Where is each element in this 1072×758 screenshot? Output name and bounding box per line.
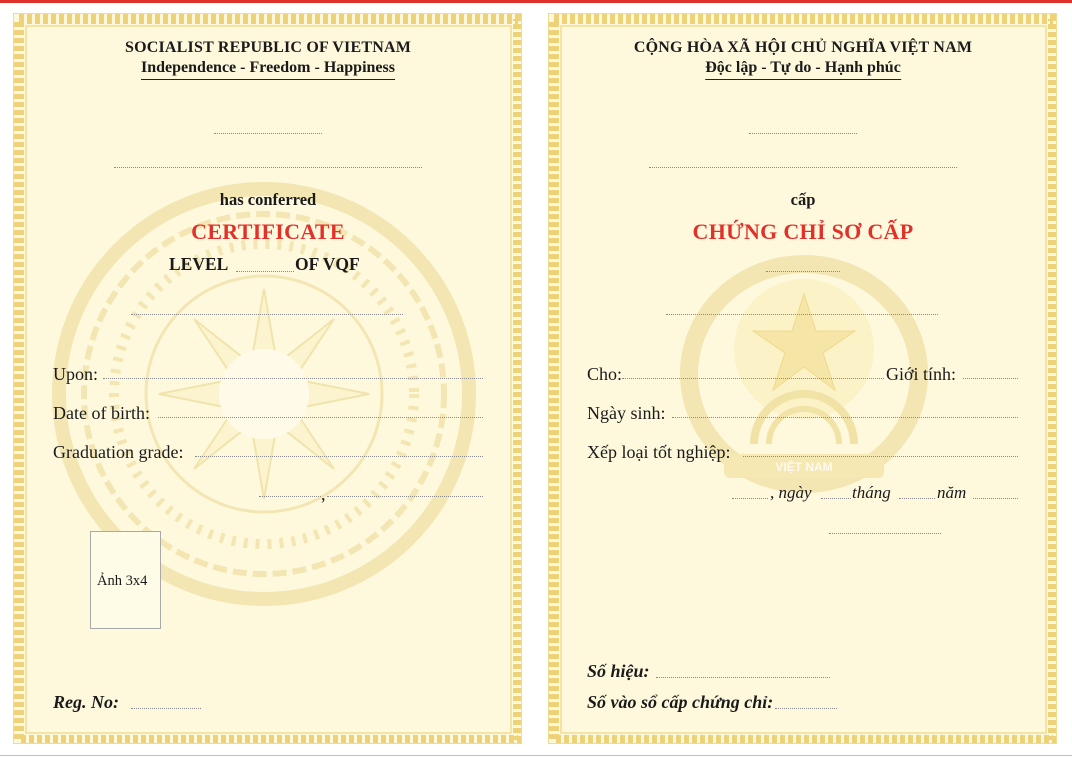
- serial-label: Số hiệu:: [587, 661, 650, 681]
- cho-label: Cho:: [587, 364, 623, 384]
- date-place-line: [732, 498, 768, 499]
- cho-line: [622, 378, 884, 379]
- serial-line: [656, 677, 830, 678]
- dob-line: [672, 417, 1018, 418]
- date-year-line: [973, 498, 1018, 499]
- upon-line: [103, 378, 483, 379]
- date-day-line: [821, 498, 851, 499]
- conferred-text: has conferred: [219, 190, 317, 209]
- date-line: [327, 496, 483, 497]
- date-comma: ,: [321, 484, 326, 504]
- issuer-line-1: [749, 133, 857, 134]
- grade-label: Xếp loại tốt nghiệp:: [587, 442, 731, 462]
- issuer-line-2: [114, 167, 422, 168]
- date-day-label: , ngày: [770, 483, 812, 502]
- date-month-label: tháng: [852, 483, 891, 502]
- header-motto: Độc lập - Tự do - Hạnh phúc: [705, 59, 901, 80]
- gender-label: Giới tính:: [886, 364, 957, 384]
- issuer-line-1: [214, 133, 322, 134]
- major-line: [131, 314, 403, 315]
- date-place-line: [259, 496, 321, 497]
- header-motto: Independence - Freedom - Happiness: [141, 59, 395, 80]
- grade-line: [743, 456, 1018, 457]
- grade-label: Graduation grade:: [53, 442, 184, 462]
- issuer-line-2: [649, 167, 957, 168]
- reg-no-line: [131, 708, 201, 709]
- conferred-text: cấp: [790, 190, 816, 209]
- level-line: [236, 271, 294, 272]
- level-label: LEVEL: [169, 254, 229, 274]
- date-month-line: [899, 498, 935, 499]
- reg-no-label: Reg. No:: [53, 692, 119, 712]
- signer-title-line: [829, 533, 941, 534]
- grade-line: [195, 456, 483, 457]
- certificate-title: CHỨNG CHỈ SƠ CẤP: [692, 219, 914, 244]
- bottom-accent-line: [0, 755, 1072, 756]
- header-country: CỘNG HÒA XÃ HỘI CHỦ NGHĨA VIỆT NAM: [633, 39, 973, 56]
- certificate-title: CERTIFICATE: [191, 219, 345, 244]
- gender-line: [963, 378, 1018, 379]
- svg-text:VIỆT NAM: VIỆT NAM: [775, 460, 833, 474]
- date-year-label: năm: [937, 483, 967, 502]
- dob-line: [158, 417, 483, 418]
- dob-label: Date of birth:: [53, 403, 150, 423]
- major-line: [666, 314, 938, 315]
- top-accent-line: [0, 0, 1072, 3]
- photo-placeholder: [90, 531, 161, 629]
- upon-label: Upon:: [53, 364, 98, 384]
- level-suffix: OF VQF: [295, 254, 360, 274]
- header-country: SOCIALIST REPUBLIC OF VIETNAM: [124, 39, 412, 56]
- certificate-page-vietnamese: [548, 13, 1057, 744]
- dob-label: Ngày sinh:: [587, 403, 666, 423]
- certificate-page-english: [13, 13, 522, 744]
- level-line: [766, 271, 840, 272]
- register-line: [775, 708, 837, 709]
- photo-label: Ảnh 3x4: [97, 573, 148, 589]
- register-label: Số vào sổ cấp chứng chỉ:: [587, 692, 774, 712]
